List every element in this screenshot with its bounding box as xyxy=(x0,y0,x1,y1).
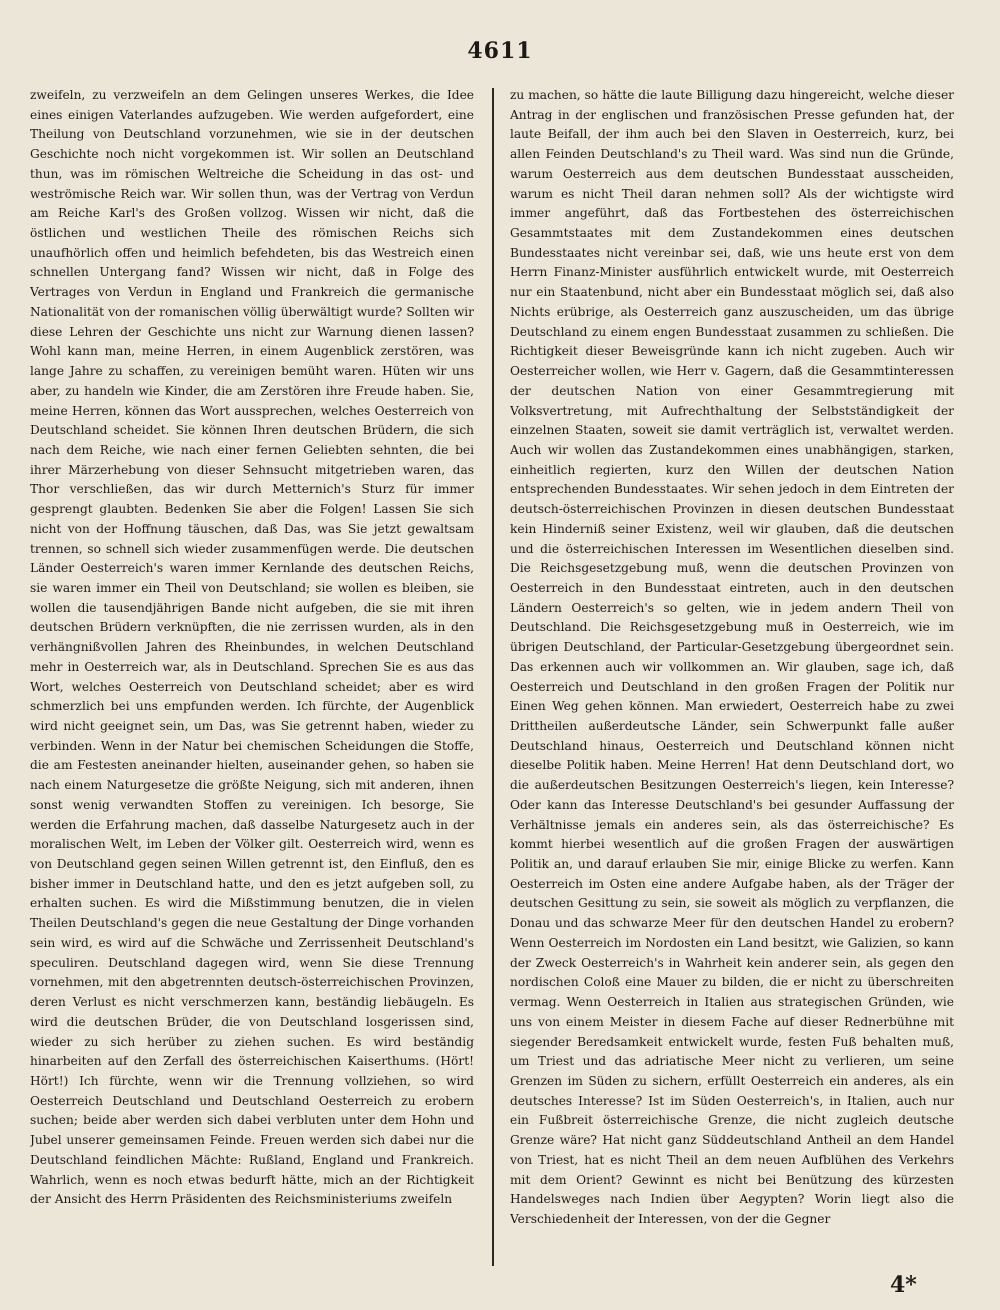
left-column-text: zweifeln, zu verzweifeln an dem Gelingen unseres Werkes, die Idee eines einigen Vaterlandes aufzugeben. Wie werden aufgefordert, eine Theilung von Deutschland vorzunehmen, wie sie in der deutschen Geschichte noch nicht vorgekommen ist. Wir sollen an Deutschland thun, was im römischen Weltreiche die Scheidung in das ost- und weströmische Reich war. Wir sollen thun, was der Vertrag von Verdun am Reiche Karl's des Großen vollzog. Wissen wir nicht, daß die östlichen und westlichen Theile des römischen Reichs sich unaufhörlich offen und heimlich befehdeten, bis das Westreich einen schnellen Untergang fand? Wissen wir nicht, daß in Folge des Vertrages von Verdun in England und Frankreich die germanische Nationalität von der romanischen völlig überwältigt wurde? Sollten wir diese Lehren der Geschichte uns nicht zur Warnung dienen lassen? Wohl kann man, meine Herren, in einem Augenblick zerstören, was lange Jahre zu schaffen, zu vereinigen bemüht waren. Hüten wir uns aber, zu handeln wie Kinder, die am Zerstören ihre Freude haben. Sie, meine Herren, können das Wort aussprechen, welches Oesterreich von Deutschland scheidet. Sie können Ihren deutschen Brüdern, die sich nach dem Reiche, wie nach einer fernen Geliebten sehnten, die bei ihrer Märzerhebung von dieser Sehnsucht mitgetrieben waren, das Thor verschließen, das wir durch Metternich's Sturz für immer gesprengt glaubten. Bedenken Sie aber die Folgen! Lassen Sie sich nicht von der Hoffnung täuschen, daß Das, was Sie jetzt gewaltsam trennen, so schnell sich wieder zusammenfügen werde. Die deutschen Länder Oesterreich's waren immer Kernlande des deutschen Reichs, sie waren immer ein Theil von Deutschland; sie wollen es bleiben, sie wollen die tausendjährigen Bande nicht aufgeben, die sie mit ihren deutschen Brüdern verknüpften, die nie zerrissen wurden, als in den verhängnißvollen Jahren des Rheinbundes, in welchen Deutschland mehr in Oesterreich war, als in Deutschland. Sprechen Sie es aus das Wort, welches Oesterreich von Deutschland scheidet; aber es wird schmerzlich bei uns empfunden werden. Ich fürchte, der Augenblick wird nicht geeignet sein, um Das, was Sie getrennt haben, wieder zu verbinden. Wenn in der Natur bei chemischen Scheidungen die Stoffe, die am Festesten aneinander hielten, auseinander gehen, so haben sie nach einem Naturgesetze die größte Neigung, sich mit anderen, ihnen sonst wenig verwandten Stoffen zu vereinigen. Ich besorge, Sie werden die Erfahrung machen, daß dasselbe Naturgesetz auch in der moralischen Welt, im Leben der Völker gilt. Oesterreich wird, wenn es von Deutschland gegen seinen Willen getrennt ist, den Einfluß, den es bisher immer in Deutschland hatte, und den es jetzt aufgeben soll, zu erhalten suchen. Es wird die Mißstimmung benutzen, die in vielen Theilen Deutschland's gegen die neue Gestaltung der Dinge vorhanden sein wird, es wird auf die Schwäche und Zerrissenheit Deutschland's speculiren. Deutschland dagegen wird, wenn Sie diese Trennung vornehmen, mit den abgetrennten deutsch-österreichischen Provinzen, deren Verlust es nicht verschmerzen kann, beständig liebäugeln. Es wird die deutschen Brüder, die von Deutschland losgerissen sind, wieder zu sich herüber zu ziehen suchen. Es wird beständig hinarbeiten auf den Zerfall des österreichischen Kaiserthums. (Hört! Hört!) Ich fürchte, wenn wir die Trennung vollziehen, so wird Oesterreich Deutschland und Deutschland Oesterreich zu erobern suchen; beide aber werden sich dabei verbluten unter dem Hohn und Jubel unserer gemeinsamen Feinde. Freuen werden sich dabei nur die Deutschland feindlichen Mächte: Rußland, England und Frankreich. Wahrlich, wenn es noch etwas bedurft hätte, mich an der Richtigkeit der Ansicht des Herrn Präsidenten des Reichsministeriums zweifeln xyxy=(30,88,474,1207)
page-number: 4611 xyxy=(467,38,533,64)
column-divider xyxy=(492,88,494,1266)
text-column-right xyxy=(510,86,954,1264)
text-column-left xyxy=(30,86,474,1264)
right-column-text: zu machen, so hätte die laute Billigung dazu hingereicht, welche dieser Antrag in der englischen und französischen Presse gefunden hat, der laute Beifall, der ihm auch bei den Slaven in Oesterreich, kurz, bei allen Feinden Deutschland's zu Theil ward. Was sind nun die Gründe, warum Oesterreich aus dem deutschen Bundesstaat ausscheiden, warum es nicht Theil daran nehmen soll? Als der wichtigste wird immer angeführt, daß das Fortbestehen des österreichischen Gesammtstaates mit dem Zustandekommen eines deutschen Bundesstaates nicht vereinbar sei, daß, wie uns heute erst von dem Herrn Finanz-Minister ausführlich entwickelt wurde, mit Oesterreich nur ein Staatenbund, nicht aber ein Bundesstaat möglich sei, daß also Nichts erübrige, als Oesterreich ganz auszuscheiden, um das übrige Deutschland zu einem engen Bundesstaat zusammen zu schließen. Die Richtigkeit dieser Beweisgründe kann ich nicht zugeben. Auch wir Oesterreicher wollen, wie Herr v. Gagern, daß die Gesammtinteressen der deutschen Nation von einer Gesammtregierung mit Volksvertretung, mit Aufrechthaltung der Selbstständigkeit der einzelnen Staaten, soweit sie damit verträglich ist, verwaltet werden. Auch wir wollen das Zustandekommen eines unabhängigen, starken, einheitlich regierten, kurz den Willen der deutschen Nation entsprechenden Bundesstaates. Wir sehen jedoch in dem Eintreten der deutsch-österreichischen Provinzen in diesen deutschen Bundesstaat kein Hinderniß seiner Existenz, weil wir glauben, daß die deutschen und die österreichischen Interessen im Wesentlichen dieselben sind. Die Reichsgesetzgebung muß, wenn die deutschen Provinzen von Oesterreich in den Bundesstaat eintreten, auch in den deutschen Ländern Oesterreich's so gelten, wie in jedem andern Theil von Deutschland. Die Reichsgesetzgebung muß in Oesterreich, wie im übrigen Deutschland, der Particular-Gesetzgebung übergeordnet sein. Das erkennen auch wir vollkommen an. Wir glauben, sage ich, daß Oesterreich und Deutschland in den großen Fragen der Politik nur Einen Weg gehen können. Man erwiedert, Oesterreich habe zu zwei Drittheilen außerdeutsche Länder, sein Schwerpunkt falle außer Deutschland hinaus, Oesterreich und Deutschland können nicht dieselbe Politik haben. Meine Herren! Hat denn Deutschland dort, wo die außerdeutschen Besitzungen Oesterreich's liegen, kein Interesse? Oder kann das Interesse Deutschland's bei gesunder Auffassung der Verhältnisse jemals ein anderes sein, als das österreichische? Es kommt hierbei wesentlich auf die großen Fragen der auswärtigen Politik an, und darauf erlauben Sie mir, einige Blicke zu werfen. Kann Oesterreich im Osten eine andere Aufgabe haben, als der Träger der deutschen Gesittung zu sein, sie soweit als möglich zu verpflanzen, die Donau und das schwarze Meer für den deutschen Handel zu erobern? Wenn Oesterreich im Nordosten ein Land besitzt, wie Galizien, so kann der Zweck Oesterreich's in Wahrheit kein anderer sein, als gegen den nordischen Coloß eine Mauer zu bilden, die er nicht zu überschreiten vermag. Wenn Oesterreich in Italien aus strategischen Gründen, wie uns von einem Meister in diesem Fache auf dieser Rednerbühne mit siegender Beredsamkeit entwickelt wurde, festen Fuß behalten muß, um Triest und das adriatische Meer nicht zu verlieren, um seine Grenzen im Süden zu sichern, erfüllt Oesterreich ein anderes, als ein deutsches Interesse? Ist im Süden Oesterreich's, in Italien, auch nur ein Fußbreit österreichische Grenze, die nicht zugleich deutsche Grenze wäre? Hat nicht ganz Süddeutschland Antheil an dem Handel von Triest, hat es nicht Theil an dem neuen Aufblühen des Verkehrs mit dem Orient? Gewinnt es nicht bei Benützung des kürzesten Handelsweges nach Indien über Aegypten? Worin liegt also die Verschiedenheit der Interessen, von der die Gegner xyxy=(510,88,954,1226)
signature-mark: 4* xyxy=(890,1272,917,1298)
